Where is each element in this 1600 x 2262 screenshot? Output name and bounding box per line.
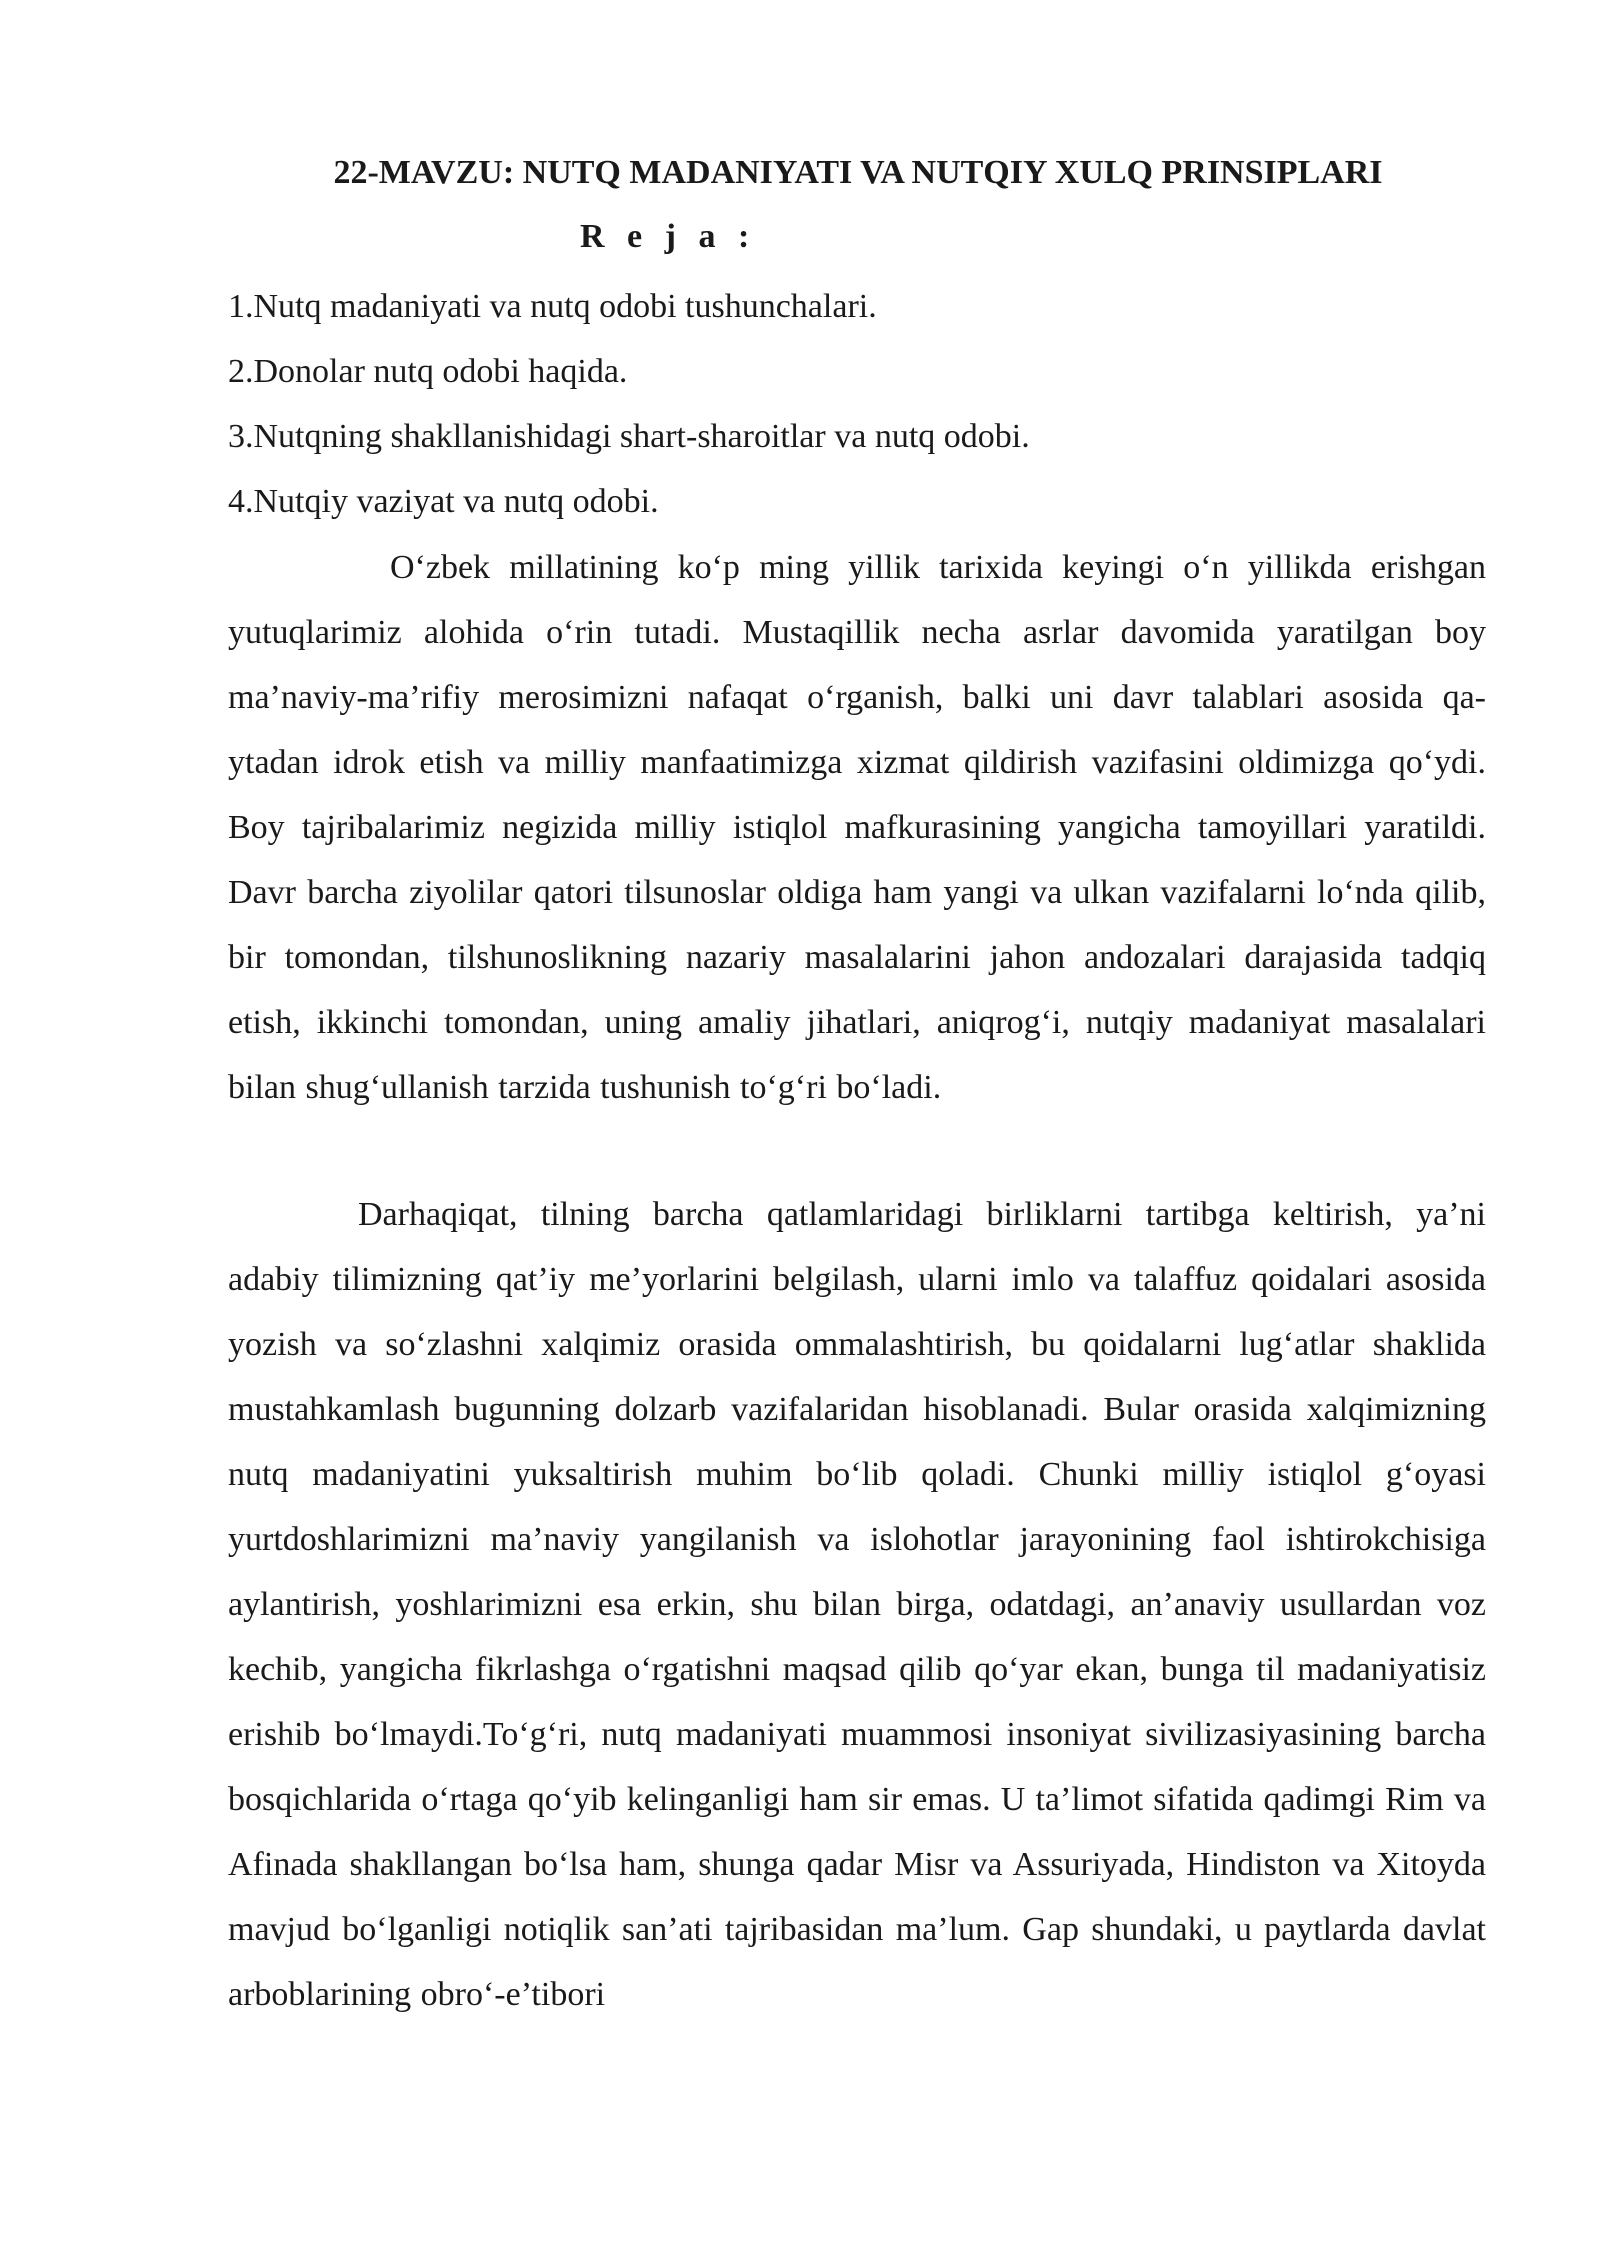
- plan-item: 4.Nutqiy vaziyat va nutq odobi.: [228, 483, 659, 520]
- plan-heading: R e j a :: [580, 218, 757, 255]
- plan-list: [228, 282, 1488, 542]
- body-paragraph: O‘zbek millatining ko‘p ming yillik tarixida keyingi o‘n yillikda erishgan yutuqlarimiz alohida o‘rin tutadi. Mustaqillik necha asrlar davomida yaratilgan boy ma’naviy-ma’rifiy merosimizni nafaqat o‘rganish, balki uni davr talablari asosida qa-ytadan idrok etish va milliy manfaatimizga xizmat qildirish vazifasini oldimizga qo‘ydi. Boy tajribalarimiz negizida milliy istiqlol mafkurasining yangicha tamoyillari yaratildi. Davr barcha ziyolilar qatori tilsunoslar oldiga ham yangi va ulkan vazifalarni lo‘nda qilib, bir tomondan, tilshunoslikning nazariy masalalarini jahon andozalari darajasida tadqiq etish, ikkinchi tomondan, uning amaliy jihatlari, aniqrog‘i, nutqiy madaniyat masalalari bilan shug‘ullanish tarzida tushunish to‘g‘ri bo‘ladi.: [228, 549, 1486, 1106]
- plan-item: 3.Nutqning shakllanishidagi shart-sharoitlar va nutq odobi.: [228, 418, 1030, 455]
- body-paragraph: Darhaqiqat, tilning barcha qatlamlaridagi birliklarni tartibga keltirish, ya’ni adabiy tilimizning qat’iy me’yorlarini belgilash, ularni imlo va talaffuz qoidalari asosida yozish va so‘zlashni xalqimiz orasida ommalashtirish, bu qoidalarni lug‘atlar shaklida mustahkamlash bugunning dolzarb vazifalaridan hisoblanadi. Bular orasida xalqimizning nutq madaniyatini yuksaltirish muhim bo‘lib qoladi. Chunki milliy istiqlol g‘oyasi yurtdoshlarimizni ma’naviy yangilanish va islohotlar jarayonining faol ishtirokchisiga aylantirish, yoshlarimizni esa erkin, shu bilan birga, odatdagi, an’anaviy usullardan voz kechib, yangicha fikrlashga o‘rgatishni maqsad qilib qo‘yar ekan, bunga til madaniyatisiz erishib bo‘lmaydi.To‘g‘ri, nutq madaniyati muammosi insoniyat sivilizasiyasining barcha bosqichlarida o‘rtaga qo‘yib kelinganligi ham sir emas. U ta’limot sifatida qadimgi Rim va Afinada shakllangan bo‘lsa ham, shunga qadar Misr va Assuriyada, Hindiston va Xitoyda mavjud bo‘lganligi notiqlik san’ati tajribasidan ma’lum. Gap shundaki, u paytlarda davlat arboblarining obro‘-e’tibori: [228, 1196, 1486, 2013]
- plan-item: 1.Nutq madaniyati va nutq odobi tushunchalari.: [228, 288, 877, 325]
- plan-item: 2.Donolar nutq odobi haqida.: [228, 353, 628, 390]
- document-title: 22-MAVZU: NUTQ MADANIYATI VA NUTQIY XULQ PRINSIPLARI: [333, 154, 1383, 191]
